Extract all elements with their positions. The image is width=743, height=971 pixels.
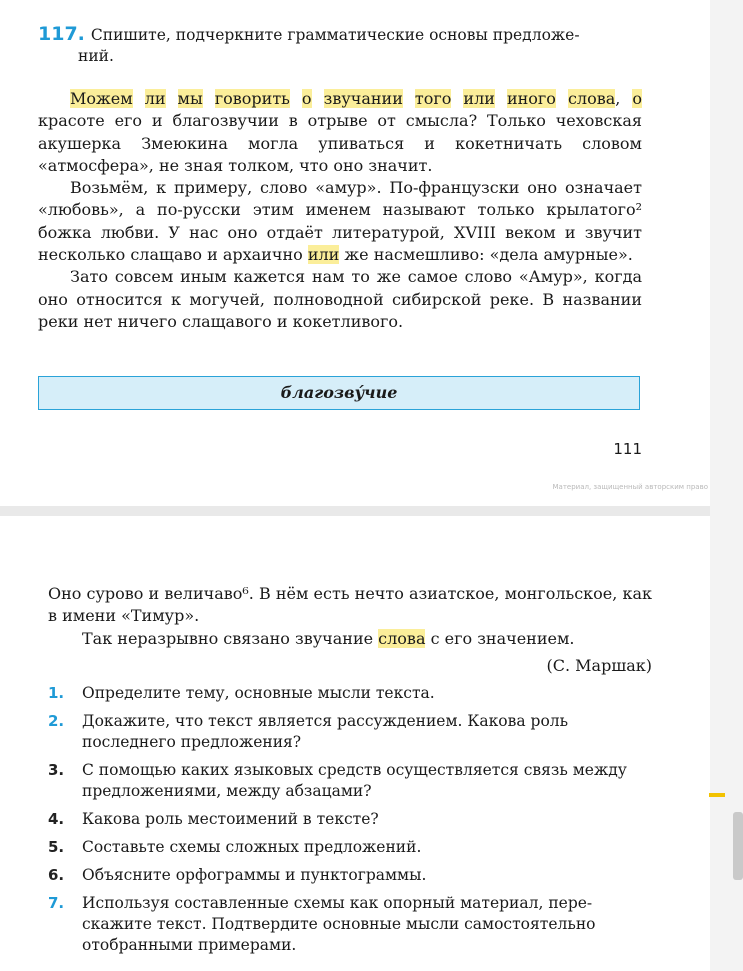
question-number: 2.	[48, 712, 65, 730]
highlighted-word: того	[414, 89, 452, 108]
highlighted-word: ли	[144, 89, 166, 108]
question-number: 4.	[48, 810, 65, 828]
text-run	[403, 89, 415, 108]
question-item	[48, 711, 656, 753]
question-item	[48, 893, 656, 956]
text-run: ,	[615, 89, 633, 108]
text-run	[312, 89, 324, 108]
text-author: (С. Маршак)	[546, 656, 652, 675]
text-run	[203, 89, 215, 108]
text-run: Зато совсем иным кажется нам то же самое слово «Амур», когда оно относится к могучей, полноводной сибирской реке. В названии реки нет ничего слащавого и кокетливого.	[38, 267, 642, 331]
page-separator	[0, 506, 710, 516]
paragraph	[38, 177, 642, 266]
text-run: с его значением.	[425, 628, 575, 648]
question-text: Докажите, что текст является рассуждением. Какова роль последнего предложения?	[82, 712, 569, 751]
page-number: 111	[613, 440, 642, 458]
scrollbar-thumb[interactable]	[733, 812, 743, 880]
text-run: Оно сурово и величаво⁶. В нём есть нечто азиатское, монгольское, как в имени «Тимур».	[48, 584, 652, 626]
question-item	[48, 837, 656, 858]
text-run	[166, 89, 178, 108]
highlighted-word: Можем	[70, 89, 133, 108]
highlighted-word: звучании	[323, 89, 403, 108]
task-heading	[38, 24, 644, 67]
exercise-text	[38, 88, 642, 333]
scroll-position-marker	[709, 793, 725, 797]
highlighted-word: слова	[567, 89, 616, 108]
question-number: 7.	[48, 894, 65, 912]
question-text: С помощью каких языковых средств осуществляется связь между предложениями, между абзацами?	[82, 761, 627, 800]
exercise-text-continued	[48, 583, 652, 650]
question-text: Используя составленные схемы как опорный материал, перескажите текст. Подтвердите основные мысли самостоятельно отобранными примерами.	[82, 894, 596, 954]
question-number: 3.	[48, 761, 65, 779]
question-text: Определите тему, основные мысли текста.	[82, 684, 435, 702]
text-run	[451, 89, 463, 108]
paragraph	[48, 628, 652, 650]
highlighted-word: о	[632, 89, 643, 108]
question-item	[48, 865, 656, 886]
highlighted-word: иного	[506, 89, 556, 108]
text-run: красоте его и благозвучии в отрыве от смысла? Только чеховская акушерка Змеюкина могла упиваться и кокетничать словом «атмосфера», не зная толком, что оно значит.	[38, 111, 642, 175]
highlighted-word: или	[463, 89, 495, 108]
question-item	[48, 683, 656, 704]
text-run: Так неразрывно связано звучание	[82, 628, 379, 648]
task-title-line2: ний.	[78, 47, 114, 65]
text-run	[133, 89, 145, 108]
highlighted-word: или	[307, 245, 340, 265]
question-item	[48, 809, 656, 830]
question-text: Объясните орфограммы и пунктограммы.	[82, 866, 427, 884]
paragraph	[38, 88, 642, 177]
highlighted-word: говорить	[214, 89, 290, 108]
text-run	[556, 89, 568, 108]
question-text: Какова роль местоимений в тексте?	[82, 810, 379, 828]
question-text: Составьте схемы сложных предложений.	[82, 838, 422, 856]
highlighted-word: слова	[378, 628, 426, 648]
question-number: 6.	[48, 866, 65, 884]
task-number: 117.	[38, 23, 85, 45]
task-title-line1: Спишите, подчеркните грамматические основы предложе-	[90, 26, 580, 44]
text-run	[495, 89, 507, 108]
question-item	[48, 760, 656, 802]
paragraph	[38, 266, 642, 333]
vocabulary-word-box: благозву́чие	[38, 376, 640, 410]
copyright-watermark: Материал, защищенный авторским право	[552, 483, 708, 491]
question-number: 1.	[48, 684, 65, 702]
text-run: же насмешливо: «дела амурные».	[339, 245, 633, 265]
question-number: 5.	[48, 838, 65, 856]
text-run: Возьмём, к примеру, слово «амур». По-французски оно означает «любовь», а по-русски этим именем называют только крылатого² божка любви. У нас оно отдаёт литературой, XVIII веком и звучит несколько слащаво и архаично	[38, 178, 642, 265]
text-run	[290, 89, 302, 108]
highlighted-word: о	[301, 89, 312, 108]
paragraph	[48, 583, 652, 628]
questions-list	[48, 683, 656, 963]
highlighted-word: мы	[177, 89, 203, 108]
